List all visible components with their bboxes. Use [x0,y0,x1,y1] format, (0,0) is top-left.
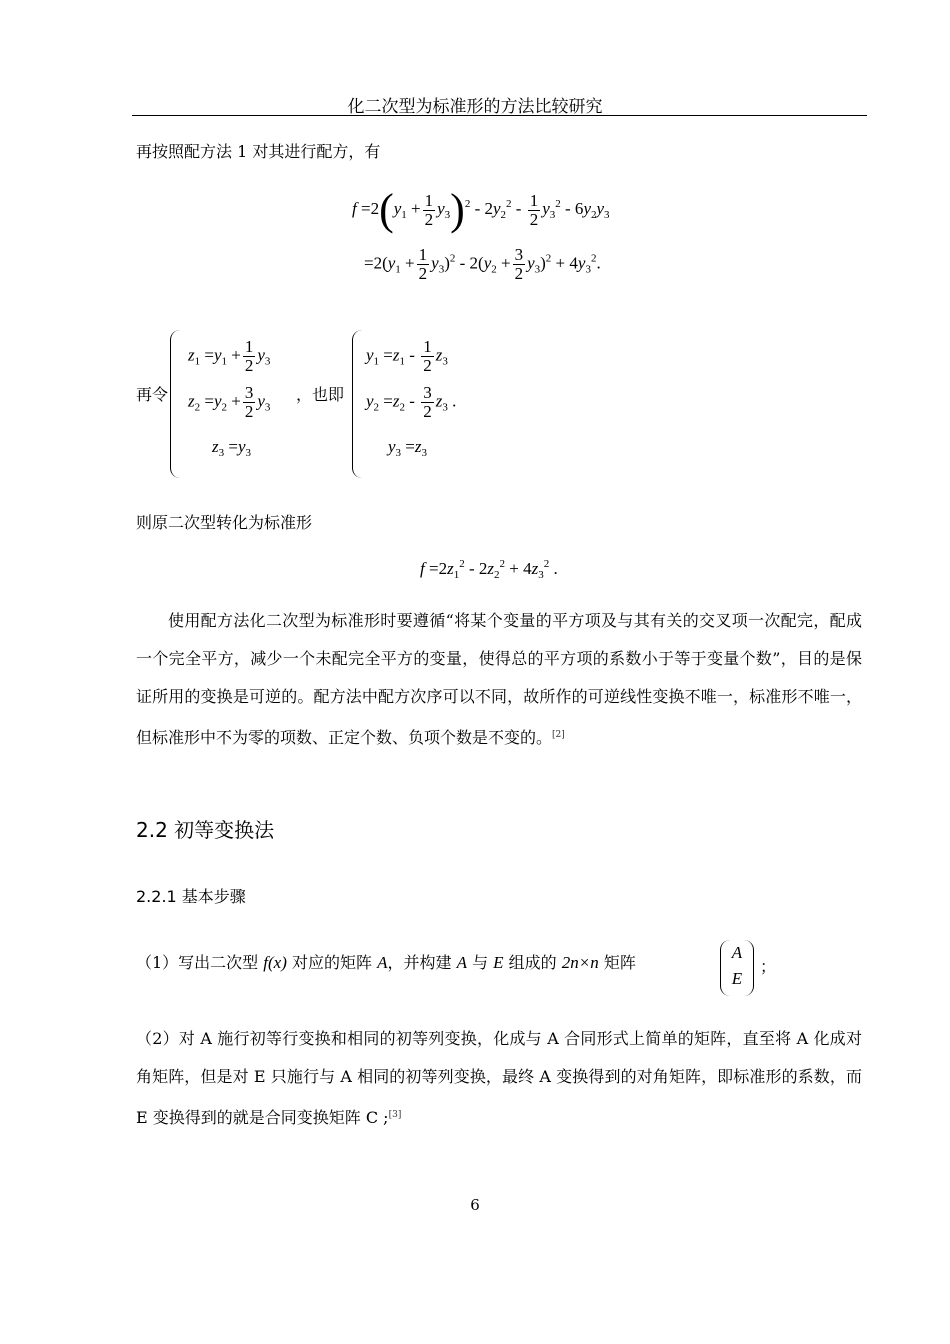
citation-2: [2] [552,730,565,740]
system-y3: $y_3 =z_3$ [388,437,428,459]
right-brace [352,330,367,478]
header-rule [132,115,867,116]
subsection-heading: 2.2.1 基本步骤 [136,887,246,906]
result-intro: 则原二次型转化为标准形 [136,513,313,532]
step-2-text: （2）对 A 施行初等行变换和相同的初等列变换，化成与 A 合同形式上简单的矩阵，直至将 A 化成对角矩阵，但是对 E 只施行与 A 相同的初等列变换，最终 A 变换得到的对角矩阵，即标准形的系数，而 E 变换得到的就是合同变换矩阵 C ; [136,1029,862,1127]
fx-symbol: f(x) [263,953,287,972]
section-heading: 2.2 初等变换法 [136,818,275,842]
system-z3: $z_3 =y_3$ [212,437,252,459]
system-z2: $z_2 =y_2$ + $\frac{3}{2}$ $y_3$ [188,383,271,421]
step-1: （1）写出二次型 f(x) 对应的矩阵 A，并构建 A 与 E 组成的 2n×n 矩阵 [136,953,636,972]
matrix-e-symbol: E [493,953,504,972]
equation-completing-square-2: $=2(y_1$ + $\frac{1}{2}$ $y_3)^2 - 2(y_2$ + $\frac{3}{2}$ $y_3)^2 + 4y_3^2$. [364,245,601,283]
standard-form-equation: $f =2z_1^2 - 2z_2^2 + 4z_3^2$ . [420,558,558,581]
equation-completing-square-1: $f =2(y_1$ + $\frac{1}{2}$ $y_3)^2 - 2y_2^2$ - $\frac{1}{2}$ $y_3^2 - 6y_2y_3$ [352,185,610,234]
matrix-a-symbol: A [377,953,388,972]
page-number: 6 [470,1196,480,1214]
step-1-end: ； [760,957,777,976]
also-label: ，也即 [296,385,345,404]
system-y2: $y_2 =z_2$ - $\frac{3}{2}$ $z_3$ . [366,383,457,421]
system-z1: $z_1 =y_1$ + $\frac{1}{2}$ $y_3$ [188,337,271,375]
system-y1: $y_1 =z_1$ - $\frac{1}{2}$ $z_3$ [366,337,448,375]
intro-text: 再按照配方法 1 对其进行配方，有 [136,142,381,161]
citation-3: [3] [388,1110,402,1120]
step-2 [136,1020,862,1137]
let-label: 再令 [136,385,169,404]
dimension-label: 2n×n [561,953,599,972]
left-brace [170,330,185,478]
block-matrix: A E [720,940,754,996]
method-paragraph-text: 使用配方法化二次型为标准形时要遵循“将某个变量的平方项及与其有关的交叉项一次配完，配成一个完全平方，减少一个未配完全平方的变量，使得总的平方项的系数小于等于变量个数”，目的是保证所用的变换是可逆的。配方法中配方次序可以不同，故所作的可逆线性变换不唯一，标准形不唯一，但标准形中不为零的项数、正定个数、负项个数是不变的。 [136,611,862,747]
running-header: 化二次型为标准形的方法比较研究 [347,97,603,117]
method-paragraph [136,602,862,757]
